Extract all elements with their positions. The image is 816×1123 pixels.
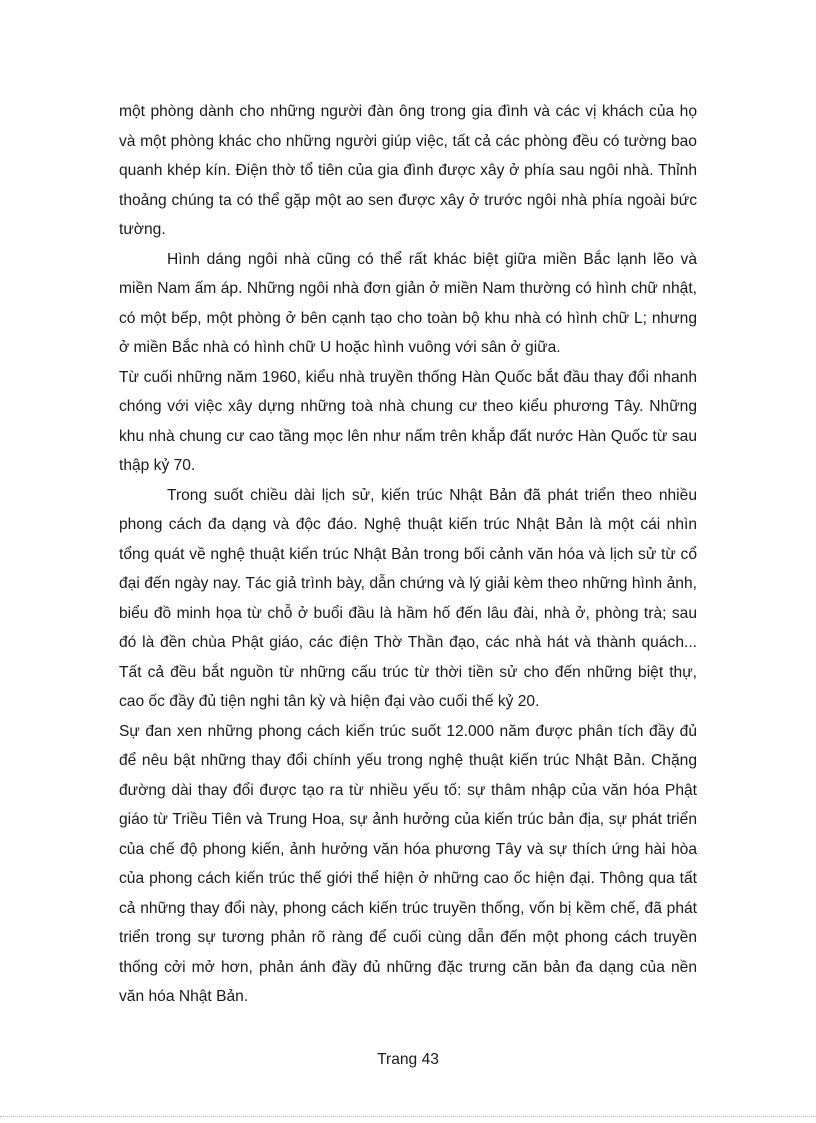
paragraph-3: Từ cuối những năm 1960, kiểu nhà truyền thống Hàn Quốc bắt đầu thay đổi nhanh chóng với việc xây dựng những toà nhà chung cư theo kiểu phương Tây. Những khu nhà chung cư cao tầng mọc lên như nấm trên khắp đất nước Hàn Quốc từ sau thập kỷ 70. — [119, 368, 697, 474]
page-number: Trang 43 — [377, 1051, 439, 1068]
paragraph-5: Sự đan xen những phong cách kiến trúc suốt 12.000 năm được phân tích đầy đủ để nêu bật những thay đổi chính yếu trong nghệ thuật kiến trúc Nhật Bản. Chặng đường dài thay đổi được tạo ra từ nhiều yếu tố: sự thâm nhập của văn hóa Phật giáo từ Triều Tiên và Trung Hoa, sự ảnh hưởng của kiến trúc bản địa, sự phát triển của chế độ phong kiến, ảnh hưởng văn hóa phương Tây và sự thích ứng hài hòa của phong cách kiến trúc thế giới thể hiện ở những cao ốc hiện đại. Thông qua tất cả những thay đổi này, phong cách kiến trúc truyền thống, vốn bị kềm chế, đã phát triển trong sự tương phản rõ ràng để cuối cùng dẫn đến một phong cách truyền thống cởi mở hơn, phản ánh đầy đủ những đặc trưng căn bản đa dạng của nền văn hóa Nhật Bản. — [119, 722, 697, 1005]
page-bottom-divider — [0, 1116, 816, 1117]
body-text — [119, 97, 697, 1012]
paragraph-4: Trong suốt chiều dài lịch sử, kiến trúc Nhật Bản đã phát triển theo nhiều phong cách đa dạng và độc đáo. Nghệ thuật kiến trúc Nhật Bản là một cái nhìn tổng quát về nghệ thuật kiến trúc Nhật Bản trong bối cảnh văn hóa và lịch sử từ cổ đại đến ngày nay. Tác giả trình bày, dẫn chứng và lý giải kèm theo những hình ảnh, biểu đồ minh họa từ chỗ ở buổi đầu là hầm hố đến lâu đài, nhà ở, phòng trà; sau đó là đền chùa Phật giáo, các điện Thờ Thần đạo, các nhà hát và thành quách... Tất cả đều bắt nguồn từ những cấu trúc từ thời tiền sử cho đến những biệt thự, cao ốc đầy đủ tiện nghi tân kỳ và hiện đại vào cuối thế kỷ 20. — [119, 486, 697, 710]
paragraph-1: một phòng dành cho những người đàn ông trong gia đình và các vị khách của họ và một phòng khác cho những người giúp việc, tất cả các phòng đều có tường bao quanh khép kín. Điện thờ tổ tiên của gia đình được xây ở phía sau ngôi nhà. Thỉnh thoảng chúng ta có thể gặp một ao sen được xây ở trước ngôi nhà phía ngoài bức tường. — [119, 103, 697, 238]
paragraph-2: Hình dáng ngôi nhà cũng có thể rất khác biệt giữa miền Bắc lạnh lẽo và miền Nam ấm áp. Những ngôi nhà đơn giản ở miền Nam thường có hình chữ nhật, có một bếp, một phòng ở bên cạnh tạo cho toàn bộ khu nhà có hình chữ L; nhưng ở miền Bắc nhà có hình chữ U hoặc hình vuông với sân ở giữa. — [119, 250, 697, 356]
